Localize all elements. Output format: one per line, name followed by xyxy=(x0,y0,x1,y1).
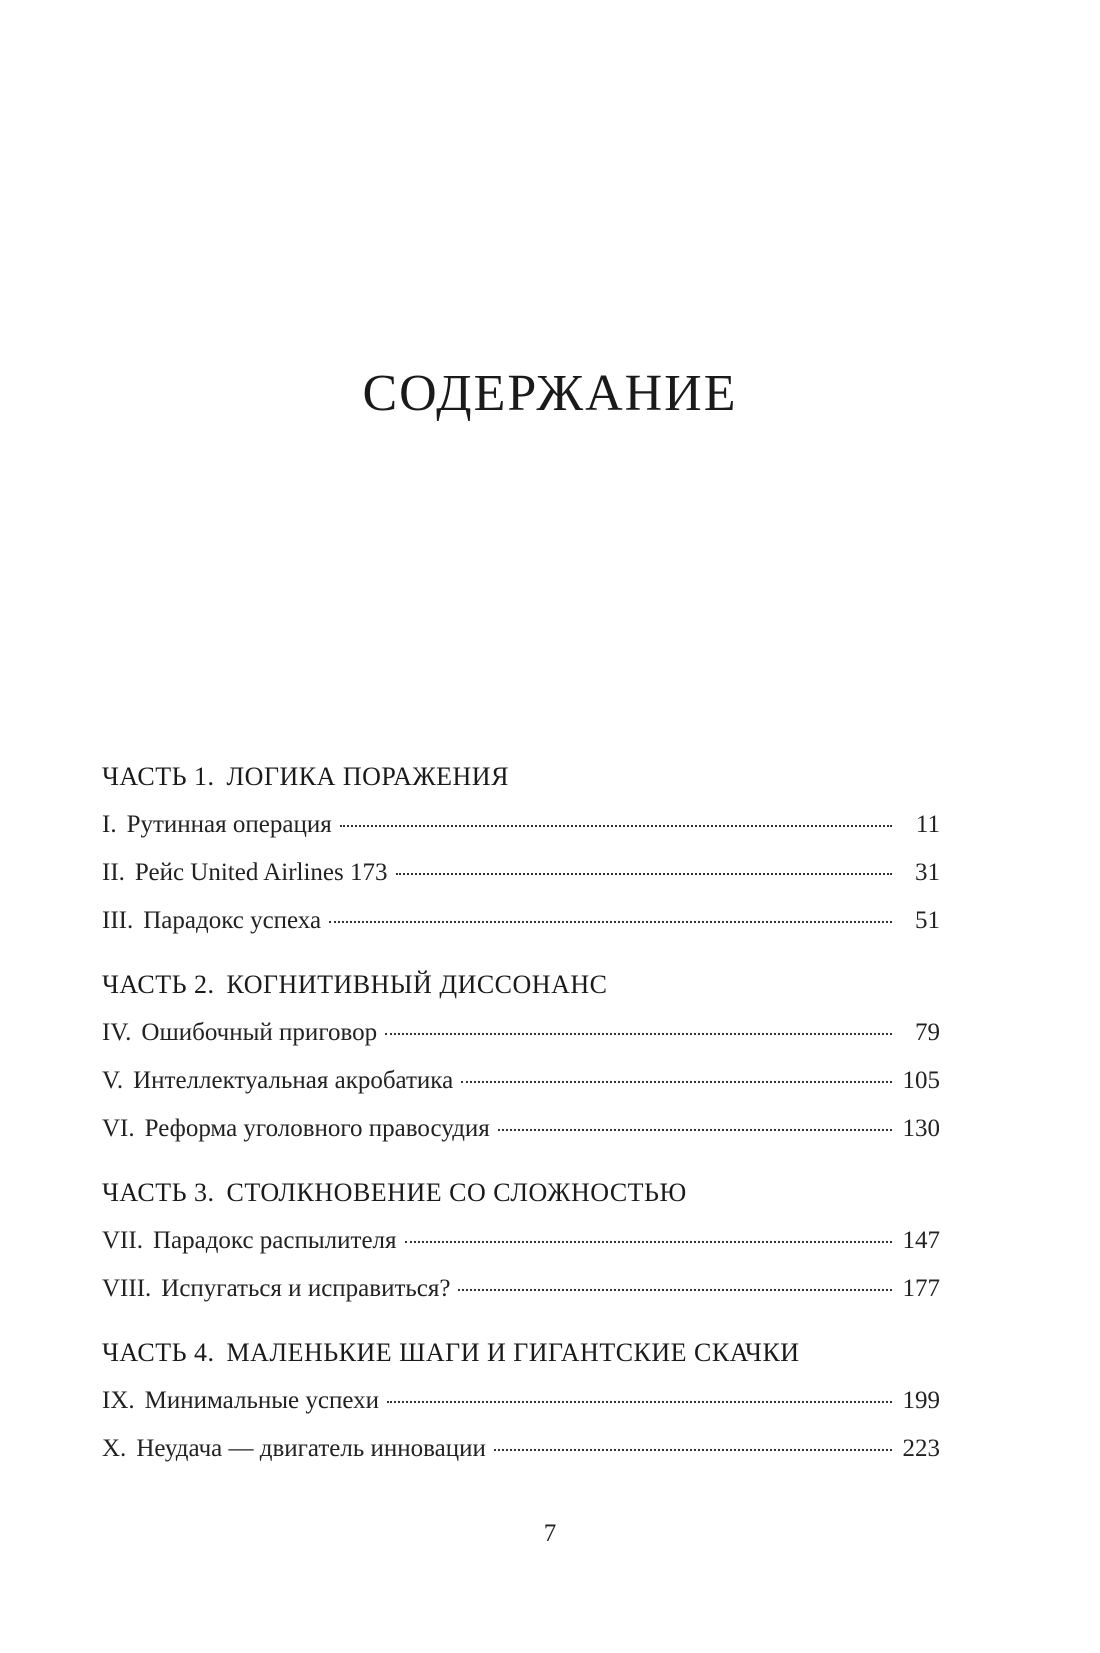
toc-entry[interactable] xyxy=(102,1432,940,1480)
part-title: СТОЛКНОВЕНИЕ СО СЛОЖНОСТЬЮ xyxy=(226,1178,687,1207)
page-title: СОДЕРЖАНИЕ xyxy=(362,365,738,422)
chapter-page: 147 xyxy=(902,1227,940,1254)
part-heading xyxy=(102,968,940,1016)
dot-leader xyxy=(329,921,892,923)
part-heading xyxy=(102,1176,940,1224)
toc-entry[interactable] xyxy=(102,1272,940,1320)
table-of-contents xyxy=(102,760,940,1496)
chapter-title: Парадокс распылителя xyxy=(152,1227,397,1254)
chapter-page: 11 xyxy=(915,811,940,838)
part-heading xyxy=(102,1336,940,1384)
chapter-page: 223 xyxy=(902,1435,940,1462)
chapter-page: 51 xyxy=(915,907,940,934)
chapter-title: Рейс United Airlines 173 xyxy=(134,859,388,886)
chapter-title: Минимальные успехи xyxy=(144,1387,379,1414)
chapter-title: Рутинная операция xyxy=(126,811,332,838)
toc-entry[interactable] xyxy=(102,856,940,904)
chapter-title: Ошибочный приговор xyxy=(141,1019,378,1046)
chapter-title: Интеллектуальная акробатика xyxy=(133,1067,454,1094)
chapter-title: Парадокс успеха xyxy=(143,907,322,934)
chapter-page: 177 xyxy=(902,1275,940,1302)
part-number: ЧАСТЬ 2. xyxy=(102,970,215,999)
chapter-numeral: IX. xyxy=(102,1387,135,1414)
dot-leader xyxy=(405,1241,892,1243)
chapter-numeral: V. xyxy=(102,1067,124,1094)
chapter-page: 105 xyxy=(902,1067,940,1094)
toc-entry[interactable] xyxy=(102,1112,940,1160)
part-number: ЧАСТЬ 1. xyxy=(102,762,215,791)
toc-entry[interactable] xyxy=(102,904,940,952)
chapter-numeral: I. xyxy=(102,811,117,838)
chapter-numeral: II. xyxy=(102,859,125,886)
toc-part xyxy=(102,1176,940,1320)
chapter-page: 79 xyxy=(915,1019,940,1046)
part-heading xyxy=(102,760,940,808)
toc-entry[interactable] xyxy=(102,808,940,856)
chapter-title: Реформа уголовного правосудия xyxy=(144,1115,490,1142)
chapter-numeral: III. xyxy=(102,907,134,934)
dot-leader xyxy=(494,1449,892,1451)
dot-leader xyxy=(396,873,892,875)
part-number: ЧАСТЬ 4. xyxy=(102,1338,215,1367)
dot-leader xyxy=(387,1401,892,1403)
chapter-numeral: VI. xyxy=(102,1115,135,1142)
dot-leader xyxy=(385,1033,892,1035)
chapter-page: 31 xyxy=(915,859,940,886)
chapter-numeral: IV. xyxy=(102,1019,132,1046)
dot-leader xyxy=(498,1129,892,1131)
chapter-page: 199 xyxy=(902,1387,940,1414)
chapter-numeral: X. xyxy=(102,1435,127,1462)
toc-entry[interactable] xyxy=(102,1016,940,1064)
part-number: ЧАСТЬ 3. xyxy=(102,1178,215,1207)
dot-leader xyxy=(458,1289,892,1291)
toc-part xyxy=(102,1336,940,1480)
part-title: ЛОГИКА ПОРАЖЕНИЯ xyxy=(226,762,509,791)
chapter-numeral: VIII. xyxy=(102,1275,152,1302)
chapter-title: Неудача — двигатель инновации xyxy=(136,1435,486,1462)
toc-part xyxy=(102,968,940,1160)
toc-entry[interactable] xyxy=(102,1064,940,1112)
part-title: КОГНИТИВНЫЙ ДИССОНАНС xyxy=(226,970,608,999)
chapter-page: 130 xyxy=(902,1115,940,1142)
chapter-numeral: VII. xyxy=(102,1227,143,1254)
dot-leader xyxy=(340,825,892,827)
toc-entry[interactable] xyxy=(102,1384,940,1432)
page-number: 7 xyxy=(543,1520,557,1547)
part-title: МАЛЕНЬКИЕ ШАГИ И ГИГАНТСКИЕ СКАЧКИ xyxy=(226,1338,800,1367)
dot-leader xyxy=(461,1081,892,1083)
chapter-title: Испугаться и исправиться? xyxy=(161,1275,451,1302)
toc-part xyxy=(102,760,940,952)
toc-entry[interactable] xyxy=(102,1224,940,1272)
